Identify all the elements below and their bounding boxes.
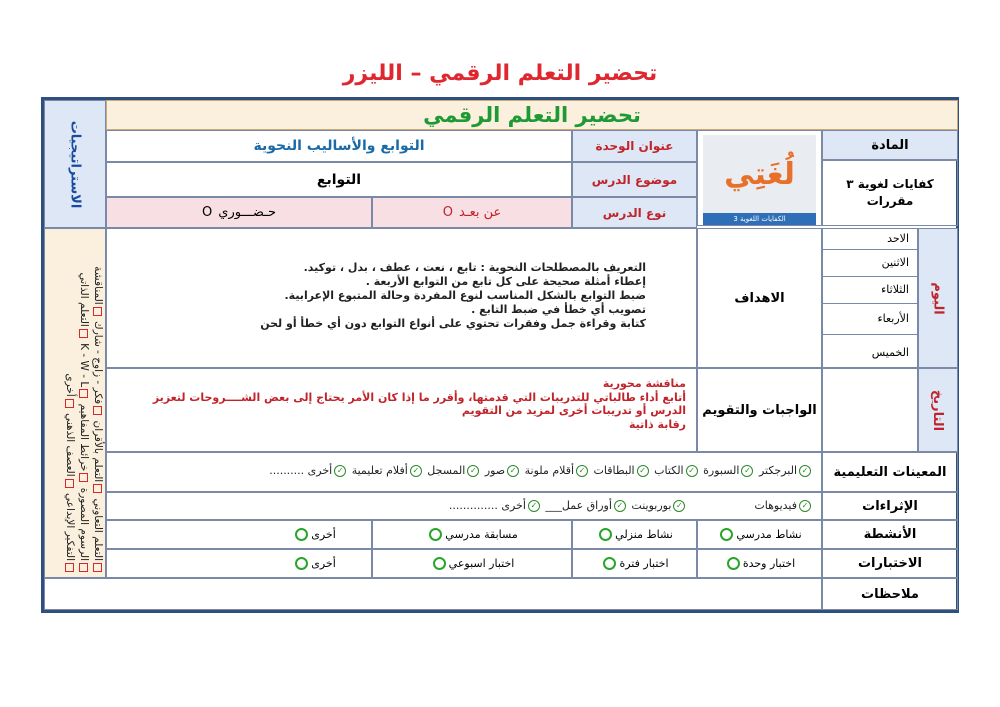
aid-option[interactable]: أخرى ..........: [269, 464, 333, 477]
aid-option[interactable]: البطاقات: [593, 464, 635, 477]
aid-option[interactable]: الكتاب: [654, 464, 684, 477]
activity-opt-2[interactable]: مسابقة مدرسي: [372, 520, 572, 549]
aid-option[interactable]: صور: [484, 464, 506, 477]
homework-label: الواجبات والتقويم: [697, 368, 822, 452]
aid-option[interactable]: السبورة: [703, 464, 740, 477]
day-header: اليوم: [918, 228, 958, 368]
logo-text: لُغَتِي: [724, 156, 795, 192]
objective-item: إعطاء أمثلة صحيحة على كل تابع من التوابع الأربعة .: [365, 275, 646, 288]
page-title: تحضير التعلم الرقمي – الليزر: [342, 60, 658, 86]
aid-option[interactable]: البرجكتر: [758, 464, 797, 477]
lesson-topic-value: التوابع: [106, 162, 572, 197]
enrichment-options: ✓فيديوهات ✓بوربوينت ✓أوراق عمل___ ✓أخرى ..............: [106, 492, 822, 520]
lesson-type-remote[interactable]: عن بعـد O: [372, 197, 572, 228]
logo-caption: الكفايات اللغوية 3: [703, 213, 816, 225]
objectives-text: [106, 228, 697, 368]
teaching-aids-options: ✓البرجكتر ✓السبورة ✓الكتاب ✓البطاقات ✓أقلام ملونة ✓صور ✓المسجل ✓أفلام تعليمية ✓أخرى ..........: [106, 452, 822, 492]
strategy-item: التفكير الإبداعي: [64, 493, 76, 561]
strategy-item: العصف الذهني: [64, 413, 76, 477]
strategy-item: خرائط المفاهيم: [78, 403, 90, 472]
day-item: الاحد: [823, 229, 917, 250]
strategy-item: التعلم التعاوني: [92, 498, 104, 561]
days-list: [822, 228, 918, 368]
activity-opt-0[interactable]: نشاط مدرسي: [697, 520, 822, 549]
strategy-item: فكر - زاوج - شارك: [92, 321, 104, 405]
unit-title-label: عنوان الوحدة: [572, 130, 697, 162]
day-item: الاثنين: [823, 250, 917, 277]
strategy-item: التعلم الذاتي: [78, 272, 90, 327]
aid-option[interactable]: أقلام ملونة: [524, 464, 575, 477]
strategy-item: الرسوم المصورة: [78, 487, 90, 561]
objective-item: تصويب أي خطأ في ضبط التابع .: [471, 303, 646, 316]
subject-name: كفايات لغوية ٣ مقررات: [822, 160, 958, 226]
activities-label: الأنشطة: [822, 520, 958, 549]
subject-logo: [697, 130, 822, 226]
day-item: الثلاثاء: [823, 277, 917, 304]
objective-item: كتابة وقراءة جمل وفقرات تحتوي على أنواع التوابع دون أي خطأ أو لحن: [260, 317, 646, 330]
enrichment-option[interactable]: بوربوينت: [631, 499, 672, 512]
activity-opt-1[interactable]: نشاط منزلي: [572, 520, 697, 549]
notes-label: ملاحظات: [822, 578, 958, 610]
day-item: الأربعاء: [823, 304, 917, 335]
subject-label: المادة: [822, 130, 958, 160]
test-opt-0[interactable]: اختبار وحدة: [697, 549, 822, 578]
strategy-item: K - W - L: [78, 343, 90, 388]
banner: تحضير التعلم الرقمي: [106, 100, 958, 130]
strategies-list: [44, 228, 106, 578]
lesson-type-label: نوع الدرس: [572, 197, 697, 228]
enrichment-option[interactable]: أوراق عمل___: [545, 499, 612, 512]
lesson-topic-label: موضوع الدرس: [572, 162, 697, 197]
strategies-header: الاستراتيجيات: [44, 100, 106, 228]
aid-option[interactable]: المسجل: [427, 464, 466, 477]
objective-item: ضبط التوابع بالشكل المناسب لنوع المفردة وحالة المتبوع الإعرابية.: [284, 289, 646, 302]
strategy-item: المناقشة: [92, 266, 104, 305]
activity-opt-3[interactable]: أخرى: [106, 520, 372, 549]
aid-option[interactable]: أفلام تعليمية: [351, 464, 408, 477]
homework-text: مناقشة محورية أتابع أداء طالباتي للتدريبات التي قدمتها، وأقرر ما إذا كان الأمر يحتاج إلى بعض الشــــروحات لتعزيز الدرس أو تدريبات أخرى لمزيد من التقويم رقابة ذاتية: [106, 368, 697, 452]
test-opt-1[interactable]: اختبار فترة: [572, 549, 697, 578]
objective-item: التعريف بالمصطلحات النحوية : تابع ، نعت ، عطف ، بدل ، توكيد.: [303, 261, 646, 274]
lesson-type-inperson[interactable]: حـضـــوري O: [106, 197, 372, 228]
tests-label: الاختبارات: [822, 549, 958, 578]
unit-title-value: التوابع والأساليب النحوية: [106, 130, 572, 162]
strategy-item: التعلم بالأقران: [92, 420, 104, 483]
day-item: الخميس: [871, 346, 909, 359]
test-opt-2[interactable]: اختبار اسبوعي: [372, 549, 572, 578]
teaching-aids-label: المعينات التعليمية: [822, 452, 958, 492]
strategy-item: أخرى: [64, 373, 76, 397]
enrichment-option[interactable]: فيديوهات: [754, 499, 797, 512]
enrichment-label: الإثراءات: [822, 492, 958, 520]
date-value[interactable]: [822, 368, 918, 452]
test-opt-3[interactable]: أخرى: [106, 549, 372, 578]
notes-value[interactable]: [44, 578, 822, 610]
enrichment-option[interactable]: أخرى ..............: [448, 499, 526, 512]
objectives-label: الاهداف: [697, 228, 822, 368]
date-header: التاريخ: [918, 368, 958, 452]
